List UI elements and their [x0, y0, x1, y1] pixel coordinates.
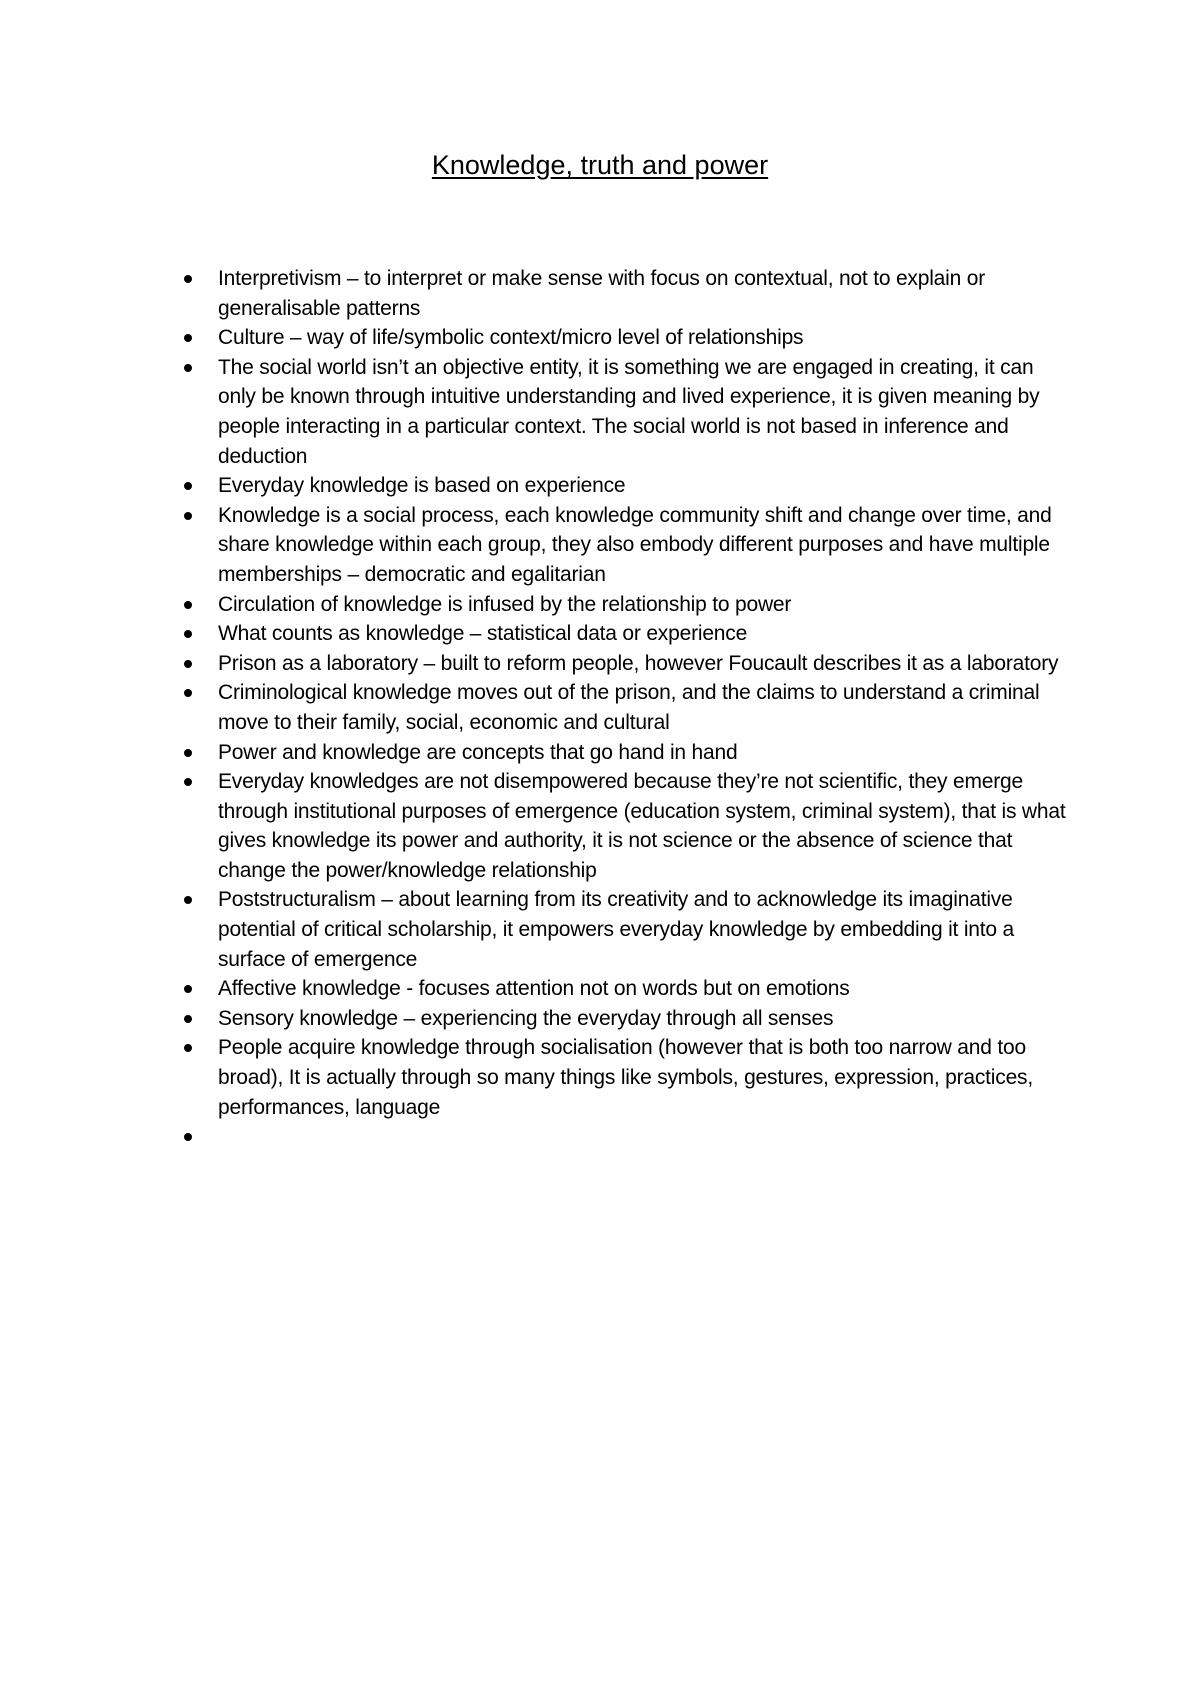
bullet-text: Sensory knowledge – experiencing the everyday through all senses — [218, 1006, 834, 1030]
bullet-item — [218, 323, 1068, 353]
bullet-item — [218, 678, 1068, 737]
bullet-item — [218, 1033, 1068, 1122]
bullet-item — [218, 264, 1068, 323]
bullet-icon — [184, 660, 192, 668]
bullet-text: Affective knowledge - focuses attention not on words but on emotions — [218, 977, 850, 1001]
bullet-icon — [184, 482, 192, 490]
bullet-icon — [184, 896, 192, 904]
bullet-item — [218, 590, 1068, 620]
bullet-text: The social world isn’t an objective entity, it is something we are engaged in creating, it can only be known through intuitive understanding and lived experience, it is given meaning by people interacting in a particular context. The social world is not based in inference and deduction — [218, 355, 1040, 468]
bullet-icon — [184, 512, 192, 520]
bullet-text: Poststructuralism – about learning from its creativity and to acknowledge its imaginative potential of critical scholarship, it empowers everyday knowledge by embedding it into a surface of emergence — [218, 888, 1014, 971]
document-title: Knowledge, truth and power — [431, 150, 769, 180]
bullet-icon — [184, 275, 192, 283]
bullet-icon — [184, 689, 192, 697]
bullet-icon — [184, 1015, 192, 1023]
bullet-item — [218, 353, 1068, 471]
bullet-icon — [184, 601, 192, 609]
bullet-text: Knowledge is a social process, each knowledge community shift and change over time, and share knowledge within each group, they also embody different purposes and have multiple memberships – democratic and egalitarian — [218, 503, 1052, 586]
bullet-item — [218, 885, 1068, 974]
bullet-icon — [184, 778, 192, 786]
bullet-icon — [184, 985, 192, 993]
bullet-icon — [184, 364, 192, 372]
bullet-text: People acquire knowledge through socialisation (however that is both too narrow and too broad), It is actually through so many things like symbols, gestures, expression, practices, performances, language — [218, 1036, 1033, 1119]
bullet-icon — [184, 1044, 192, 1052]
bullet-item — [218, 738, 1068, 768]
bullet-item-empty — [218, 1122, 1068, 1152]
bullet-item — [218, 767, 1068, 885]
bullet-list — [218, 264, 1068, 1152]
bullet-item — [218, 471, 1068, 501]
bullet-text: Everyday knowledge is based on experience — [218, 474, 626, 498]
bullet-icon — [184, 1133, 192, 1141]
bullet-icon — [184, 334, 192, 342]
bullet-item — [218, 974, 1068, 1004]
bullet-item — [218, 619, 1068, 649]
bullet-text: Circulation of knowledge is infused by the relationship to power — [218, 592, 792, 616]
bullet-item — [218, 1004, 1068, 1034]
bullet-text: Prison as a laboratory – built to reform people, however Foucault describes it as a laboratory — [218, 651, 1059, 675]
bullet-text: Criminological knowledge moves out of the prison, and the claims to understand a criminal move to their family, social, economic and cultural — [218, 681, 1040, 734]
bullet-text: Power and knowledge are concepts that go hand in hand — [218, 740, 738, 764]
bullet-text: Everyday knowledges are not disempowered because they’re not scientific, they emerge through institutional purposes of emergence (education system, criminal system), that is what gives knowledge its power and authority, it is not science or the absence of science that change the power/knowledge relationship — [218, 770, 1066, 882]
bullet-icon — [184, 630, 192, 638]
bullet-item — [218, 501, 1068, 590]
bullet-text: Interpretivism – to interpret or make sense with focus on contextual, not to explain or generalisable patterns — [218, 267, 985, 320]
bullet-icon — [184, 749, 192, 757]
bullet-text: Culture – way of life/symbolic context/micro level of relationships — [218, 326, 804, 350]
bullet-text: What counts as knowledge – statistical data or experience — [218, 622, 748, 646]
bullet-item — [218, 649, 1068, 679]
